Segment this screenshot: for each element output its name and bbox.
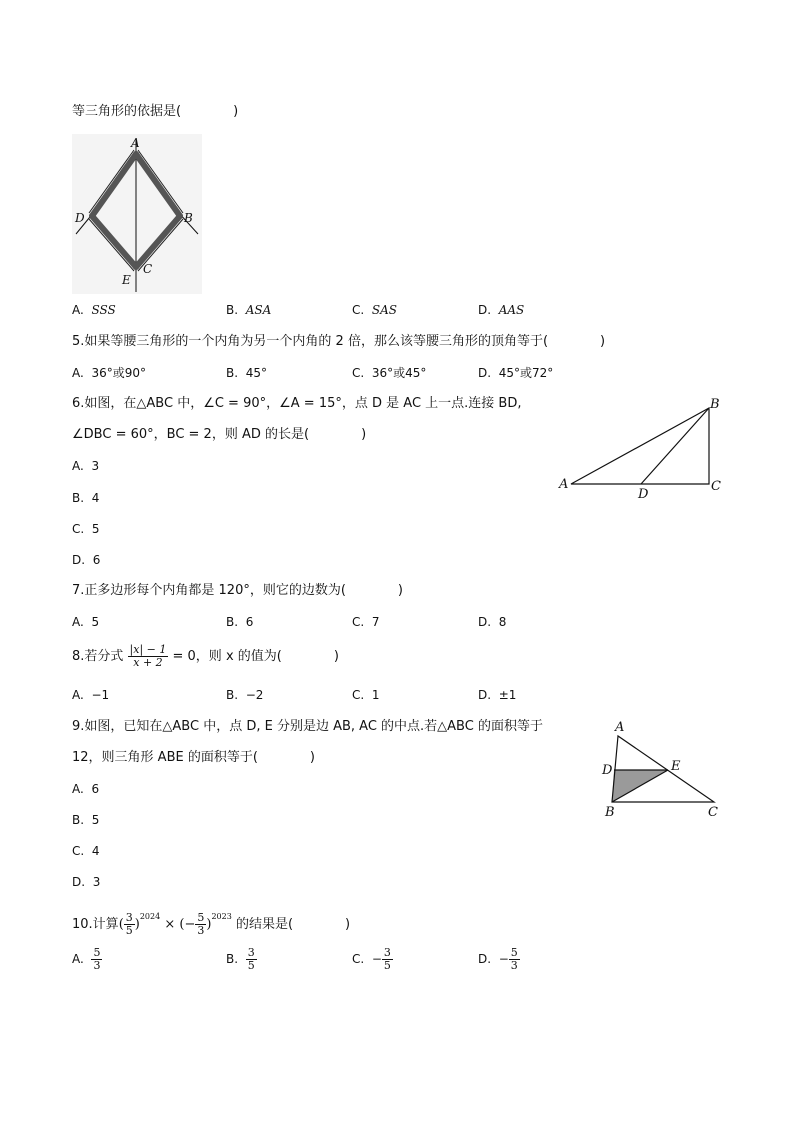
q9-label-e: E <box>671 759 681 774</box>
q4-label-d: D <box>75 211 85 225</box>
q9-option-b[interactable]: B. 5 <box>72 813 100 827</box>
q9-option-a[interactable]: A. 6 <box>72 782 100 796</box>
q6-label-c: C <box>711 479 721 494</box>
q9-label-a: A <box>615 720 625 735</box>
q7-option-b[interactable]: B. 6 <box>226 615 254 629</box>
q4-option-a[interactable]: A. SSS <box>72 303 116 317</box>
q9-figure <box>596 718 726 822</box>
q5-option-c[interactable]: C. 36°或45° <box>352 366 427 380</box>
q6-label-a: A <box>559 477 569 492</box>
q5-option-a[interactable]: A. 36°或90° <box>72 366 146 380</box>
q6-label-d: D <box>638 487 649 502</box>
q4-label-e: E <box>122 273 131 287</box>
q4-option-d[interactable]: D. AAS <box>478 303 525 317</box>
q6-option-a[interactable]: A. 3 <box>72 459 100 473</box>
q4-label-b: B <box>184 211 193 225</box>
q8-option-d[interactable]: D. ±1 <box>478 688 517 702</box>
q9-label-b: B <box>605 805 615 820</box>
q7-option-c[interactable]: C. 7 <box>352 615 380 629</box>
q10-option-d[interactable]: D. − $\frac{5}{3}$ <box>478 946 518 972</box>
q6-figure <box>555 394 725 504</box>
q6-stem-line1: 6.如图，在△ABC 中，∠C = 90°，∠A = 15°，点 D 是 AC 上一点.连接 BD, <box>72 396 522 411</box>
q8-option-a[interactable]: A. −1 <box>72 688 110 702</box>
q9-option-d[interactable]: D. 3 <box>72 875 101 889</box>
q7-stem: 7.正多边形每个内角都是 120°，则它的边数为( ) <box>72 583 403 598</box>
q8-fraction: $\frac{|x| - 1}{x + 2}$ <box>129 643 167 669</box>
q5-option-d[interactable]: D. 45°或72° <box>478 366 554 380</box>
q9-stem-line1: 9.如图，已知在△ABC 中，点 D, E 分别是边 AB, AC 的中点.若△ABC 的面积等于 <box>72 719 543 734</box>
q4-stem: 等三角形的依据是( ) <box>72 104 239 119</box>
q4-figure <box>72 134 202 294</box>
q9-label-d: D <box>602 763 613 778</box>
q4-label-c: C <box>143 262 153 276</box>
q8-option-b[interactable]: B. −2 <box>226 688 264 702</box>
q6-option-d[interactable]: D. 6 <box>72 553 101 567</box>
q4-option-b[interactable]: B. ASA <box>226 303 272 317</box>
q9-stem-line2: 12，则三角形 ABE 的面积等于( ) <box>72 750 315 765</box>
q8-stem: 8.若分式 $\frac{|x| - 1}{x + 2}$ = 0，则 x 的值为( ) <box>72 643 339 669</box>
q6-stem-line2: ∠DBC = 60°，BC = 2，则 AD 的长是( ) <box>72 427 367 442</box>
q5-option-b[interactable]: B. 45° <box>226 366 267 380</box>
q4-label-a: A <box>131 136 140 150</box>
q9-label-c: C <box>708 805 718 820</box>
q7-option-a[interactable]: A. 5 <box>72 615 100 629</box>
q9-option-c[interactable]: C. 4 <box>72 844 100 858</box>
q6-label-b: B <box>710 397 720 412</box>
q10-option-b[interactable]: B. $\frac{3}{5}$ <box>226 946 255 972</box>
q10-option-a[interactable]: A. $\frac{5}{3}$ <box>72 946 101 972</box>
q8-option-c[interactable]: C. 1 <box>352 688 380 702</box>
q7-option-d[interactable]: D. 8 <box>478 615 507 629</box>
q4-option-c[interactable]: C. SAS <box>352 303 397 317</box>
q6-option-b[interactable]: B. 4 <box>72 491 100 505</box>
q10-option-c[interactable]: C. − $\frac{3}{5}$ <box>352 946 391 972</box>
q6-option-c[interactable]: C. 5 <box>72 522 100 536</box>
q5-stem: 5.如果等腰三角形的一个内角为另一个内角的 2 倍，那么该等腰三角形的顶角等于( ) <box>72 334 606 349</box>
q10-stem: 10.计算( $\frac{3}{5}$ )$^{2024}$ × (− $\frac{5}{3}$ )$^{2023}$ 的结果是( ) <box>72 911 351 937</box>
